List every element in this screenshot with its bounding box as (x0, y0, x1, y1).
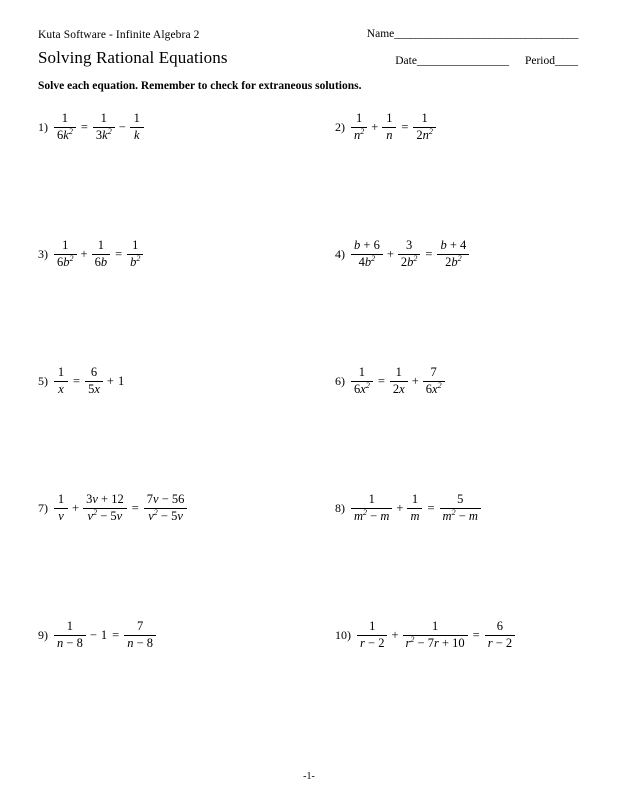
fraction (144, 493, 188, 523)
fraction-numerator: 7v − 56 (146, 492, 185, 506)
fraction (54, 620, 86, 650)
operator: + (411, 373, 419, 388)
problem-number: 8) (335, 501, 345, 515)
fraction-numerator: 1 (57, 492, 65, 506)
problem-equation (357, 618, 515, 650)
fraction (127, 239, 143, 269)
title-row (38, 48, 580, 68)
fraction (351, 493, 392, 523)
equals-sign: = (425, 246, 433, 261)
fraction (124, 620, 156, 650)
fraction-denominator: $2n^2$ (416, 126, 433, 142)
fraction (413, 112, 436, 142)
operator: + (391, 627, 399, 642)
problem-equation (351, 110, 436, 142)
fraction (85, 366, 103, 396)
problem-number: 9) (38, 628, 48, 642)
fraction-denominator: k (133, 127, 140, 142)
fraction-numerator: 1 (356, 111, 363, 125)
problem-equation (351, 364, 445, 396)
name-label: Name (366, 28, 395, 40)
problem-6 (309, 364, 580, 491)
fraction-numerator: 1 (421, 111, 428, 125)
problem-equation (54, 618, 156, 650)
fraction (390, 366, 408, 396)
fraction-denominator: $2b^2$ (445, 253, 462, 269)
fraction-denominator: r − 2 (360, 635, 385, 650)
fraction (485, 620, 515, 650)
fraction-numerator: 1 (132, 238, 139, 252)
fraction-numerator: 1 (431, 619, 439, 633)
fraction (398, 239, 421, 269)
fraction-denominator: v (58, 508, 64, 523)
problem-4 (309, 237, 580, 364)
problem-number: 3) (38, 247, 48, 261)
fraction (54, 493, 68, 523)
fraction-numerator: 1 (369, 619, 376, 633)
problem-number: 5) (38, 374, 48, 388)
problem-equation (54, 237, 143, 269)
name-rule: ___________________________________ (394, 28, 578, 40)
fraction-numerator: 3 (406, 238, 413, 252)
fraction-denominator: 6b (94, 254, 108, 269)
term-literal: 1 (100, 627, 108, 642)
fraction-denominator: $v^2 - 5v$ (148, 507, 183, 523)
fraction (54, 112, 76, 142)
date-period-field (395, 55, 580, 68)
brand-label: Kuta Software - Infinite Algebra 2 (38, 29, 200, 41)
equals-sign: = (377, 373, 385, 388)
problem-number: 1) (38, 120, 48, 134)
fraction-denominator: n (386, 127, 393, 142)
problem-equation (54, 110, 144, 142)
fraction-denominator: $6b^2$ (57, 253, 74, 269)
problem-10 (309, 618, 580, 745)
fraction-denominator: $n^2$ (354, 126, 365, 142)
date-rule: ________________ (416, 55, 509, 67)
operator: + (396, 500, 404, 515)
fraction-denominator: $b^2$ (130, 253, 141, 269)
problem-number: 4) (335, 247, 345, 261)
fraction-denominator: $3k^2$ (95, 126, 112, 142)
fraction (83, 493, 127, 523)
problem-row (38, 618, 580, 745)
operator: + (80, 246, 88, 261)
equals-sign: = (427, 500, 435, 515)
problem-2 (309, 110, 580, 237)
fraction (92, 239, 111, 269)
fraction-numerator: 7 (136, 619, 144, 633)
instructions-text: Solve each equation. Remember to check for extraneous solutions. (38, 80, 362, 92)
fraction-numerator: 3v + 12 (86, 492, 124, 506)
fraction (54, 366, 68, 396)
fraction-numerator: 1 (57, 365, 65, 379)
fraction-numerator: 1 (368, 492, 375, 506)
equals-sign: = (472, 627, 480, 642)
fraction-denominator: $6k^2$ (57, 126, 73, 142)
problem-9 (38, 618, 309, 745)
page-footer: -1- (303, 771, 315, 782)
fraction (130, 112, 144, 142)
fraction-denominator: n − 8 (127, 635, 153, 650)
problem-row (38, 237, 580, 364)
problem-number: 7) (38, 501, 48, 515)
fraction-denominator: 2x (392, 381, 405, 396)
fraction (437, 239, 469, 269)
fraction-numerator: 1 (62, 238, 69, 252)
fraction-numerator: b + 4 (440, 238, 467, 252)
operator: − (89, 627, 97, 642)
problem-equation (54, 364, 124, 396)
problem-number: 6) (335, 374, 345, 388)
equals-sign: = (80, 119, 88, 134)
period-rule: ____ (555, 55, 578, 67)
problem-5 (38, 364, 309, 491)
fraction-denominator: n − 8 (57, 635, 83, 650)
problem-1 (38, 110, 309, 237)
fraction-denominator: $r^2 - 7r + 10$ (405, 634, 465, 650)
equals-sign: = (112, 627, 120, 642)
fraction (440, 493, 481, 523)
problem-number: 2) (335, 120, 345, 134)
fraction (382, 112, 396, 142)
header-row (38, 28, 580, 41)
fraction-numerator: 1 (395, 365, 402, 379)
fraction-denominator: x (58, 381, 64, 396)
name-field (367, 28, 578, 40)
page-title: Solving Rational Equations (38, 48, 228, 67)
fraction-numerator: 6 (496, 619, 504, 633)
equals-sign: = (73, 373, 81, 388)
fraction-numerator: b + 6 (354, 238, 380, 252)
fraction-numerator: 1 (386, 111, 393, 125)
term-literal: 1 (117, 373, 125, 388)
problem-number: 10) (335, 628, 351, 642)
period-label: Period (524, 55, 555, 67)
fraction-numerator: 1 (97, 238, 104, 252)
fraction (351, 239, 383, 269)
fraction-denominator: $m^2 - m$ (442, 507, 478, 523)
operator: + (371, 119, 379, 134)
problem-8 (309, 491, 580, 618)
fraction-denominator: m (410, 508, 420, 523)
fraction-numerator: 1 (133, 111, 140, 125)
fraction (54, 239, 77, 269)
fraction (93, 112, 115, 142)
fraction-numerator: 1 (411, 492, 419, 506)
operator: + (386, 246, 394, 261)
problem-row (38, 364, 580, 491)
operator: + (72, 500, 80, 515)
fraction-numerator: 1 (61, 111, 69, 125)
fraction (351, 112, 367, 142)
operator: + (106, 373, 114, 388)
fraction-numerator: 7 (430, 365, 437, 379)
problem-grid (38, 110, 580, 745)
problem-3 (38, 237, 309, 364)
fraction-denominator: $6x^2$ (354, 380, 370, 396)
problem-equation (351, 237, 469, 269)
fraction-numerator: 5 (457, 492, 464, 506)
problem-equation (351, 491, 481, 523)
fraction-numerator: 1 (100, 111, 107, 125)
equals-sign: = (131, 500, 139, 515)
fraction-denominator: 5x (88, 381, 100, 396)
equals-sign: = (115, 246, 123, 261)
problem-row (38, 110, 580, 237)
fraction-denominator: $m^2 - m$ (354, 507, 390, 523)
problem-row (38, 491, 580, 618)
fraction-denominator: $2b^2$ (400, 253, 418, 269)
fraction (357, 620, 387, 650)
fraction-denominator: $4b^2$ (358, 253, 376, 269)
fraction-numerator: 1 (358, 365, 366, 379)
fraction (423, 366, 445, 396)
operator: − (118, 119, 126, 134)
equals-sign: = (401, 119, 409, 134)
fraction (403, 620, 468, 650)
fraction-denominator: $6x^2$ (425, 380, 442, 396)
fraction-numerator: 6 (90, 365, 98, 379)
problem-equation (54, 491, 187, 523)
fraction (407, 493, 422, 523)
date-label: Date (395, 55, 417, 67)
fraction-denominator: $v^2 - 5v$ (87, 507, 123, 523)
fraction-numerator: 1 (66, 619, 74, 633)
fraction (351, 366, 373, 396)
fraction-denominator: r − 2 (487, 635, 513, 650)
problem-7 (38, 491, 309, 618)
